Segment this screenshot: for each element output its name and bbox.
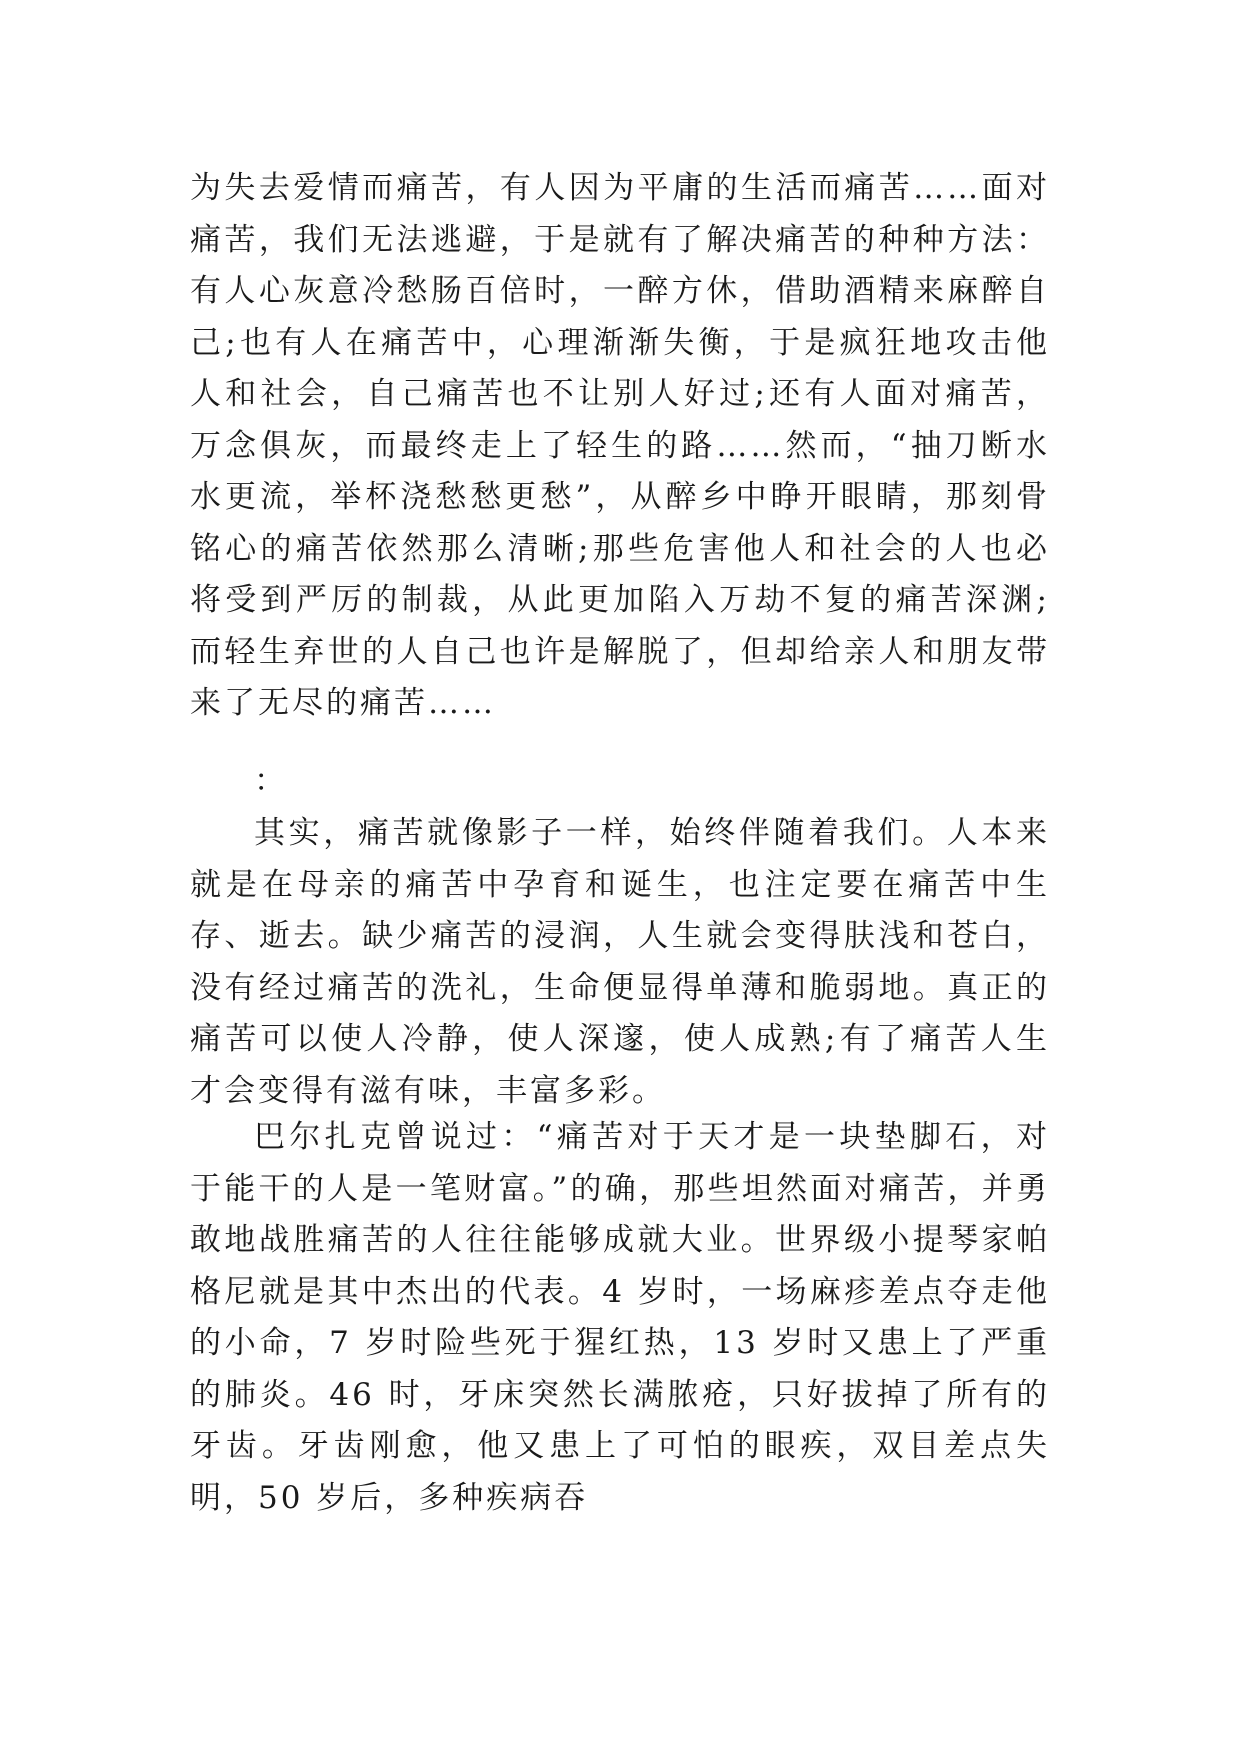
paragraph-pain-shadow: 其实，痛苦就像影子一样，始终伴随着我们。人本来就是在母亲的痛苦中孕育和诞生，也注定要在痛苦中生存、逝去。缺少痛苦的浸润，人生就会变得肤浅和苍白，没有经过痛苦的洗礼，生命便显得单薄和脆弱地。真正的痛苦可以使人冷静，使人深邃，使人成熟;有了痛苦人生才会变得有滋有味，丰富多彩。 xyxy=(190,815,1050,1109)
paragraph-balzac-paganini: 巴尔扎克曾说过：“痛苦对于天才是一块垫脚石，对于能干的人是一笔财富。”的确，那些坦然面对痛苦，并勇敢地战胜痛苦的人往往能够成就大业。世界级小提琴家帕格尼就是其中杰出的代表。4 岁时，一场麻疹差点夺走他的小命，7 岁时险些死于猩红热，13 岁时又患上了严重的肺炎。46 时，牙床突然长满脓疮，只好拔掉了所有的牙齿。牙齿刚愈，他又患上了可怕的眼疾，双目差点失明，50 岁后，多种疾病吞 xyxy=(190,1119,1050,1516)
paragraph-colon: ： xyxy=(254,763,288,799)
paragraph-pain-responses: 为失去爱情而痛苦，有人因为平庸的生活而痛苦……面对痛苦，我们无法逃避，于是就有了解决痛苦的种种方法：有人心灰意冷愁肠百倍时，一醉方休，借助酒精来麻醉自己;也有人在痛苦中，心理渐渐失衡，于是疯狂地攻击他人和社会，自己痛苦也不让别人好过;还有人面对痛苦，万念俱灰，而最终走上了轻生的路……然而，“抽刀断水水更流，举杯浇愁愁更愁”，从醉乡中睁开眼睛，那刻骨铭心的痛苦依然那么清晰;那些危害他人和社会的人也必将受到严厉的制裁，从此更加陷入万劫不复的痛苦深渊;而轻生弃世的人自己也许是解脱了，但却给亲人和朋友带来了无尽的痛苦…… xyxy=(190,170,1050,721)
